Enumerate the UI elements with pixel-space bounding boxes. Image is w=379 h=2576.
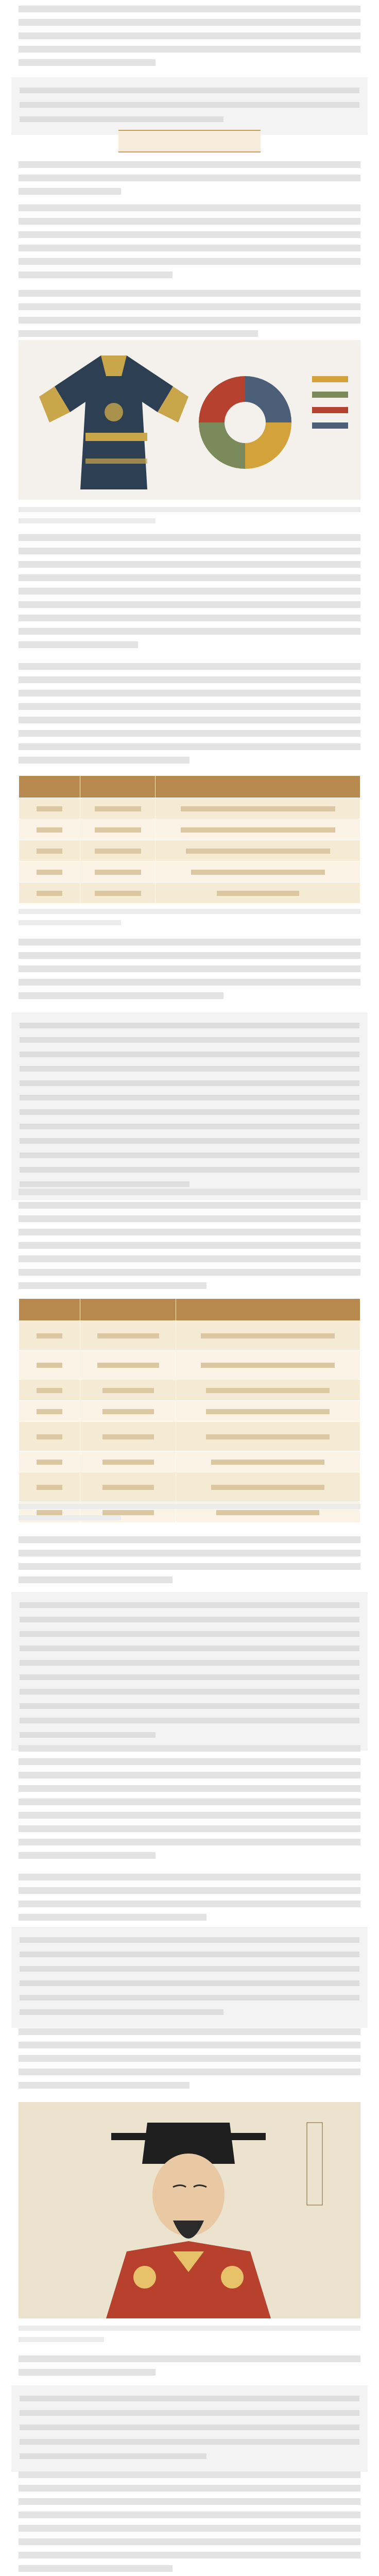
paragraph <box>19 531 360 651</box>
robe-illustration <box>19 340 360 500</box>
rank-pattern-table <box>19 1298 360 1523</box>
paragraph <box>19 1741 360 1862</box>
table-row <box>19 798 360 819</box>
figure-caption <box>19 2324 360 2346</box>
classical-quote <box>11 1927 368 2028</box>
rank-color-table <box>19 775 360 904</box>
intro-paragraph <box>19 2 360 69</box>
paragraph <box>19 659 360 767</box>
portrait-illustration <box>19 2102 360 2318</box>
table-caption <box>19 907 360 929</box>
table-caption <box>19 1502 360 1524</box>
paragraph <box>19 935 360 1002</box>
table-header <box>19 1299 80 1321</box>
table-header <box>176 1299 360 1321</box>
classical-quote <box>11 1012 368 1200</box>
table-header <box>156 776 360 798</box>
table-row <box>19 1321 360 1350</box>
table-row <box>19 1472 360 1502</box>
color-wheel <box>199 376 291 469</box>
paragraph <box>19 2025 360 2092</box>
table-header <box>80 776 156 798</box>
table-row <box>19 1350 360 1380</box>
classical-quote <box>11 1592 368 1751</box>
paragraph <box>19 2352 360 2379</box>
table-row <box>19 861 360 883</box>
table-row <box>19 1380 360 1401</box>
table-row <box>19 840 360 861</box>
paragraph <box>19 286 360 340</box>
table-row <box>19 1422 360 1451</box>
paragraph <box>19 1185 360 1292</box>
robe-and-color-wheel-figure <box>19 340 360 500</box>
paragraph <box>19 1870 360 1924</box>
paragraph <box>19 201 360 281</box>
intro-quote <box>11 77 368 135</box>
classical-quote <box>11 2385 368 2472</box>
table-row <box>19 1401 360 1422</box>
section-heading <box>118 130 261 152</box>
paragraph <box>19 158 360 198</box>
paragraph <box>19 1533 360 1586</box>
figure-caption <box>19 505 360 528</box>
official-portrait-figure <box>19 2102 360 2318</box>
table-row <box>19 1451 360 1472</box>
paragraph <box>19 2468 360 2575</box>
table-row <box>19 819 360 840</box>
table-header <box>19 776 80 798</box>
table-row <box>19 883 360 904</box>
table-header <box>80 1299 176 1321</box>
